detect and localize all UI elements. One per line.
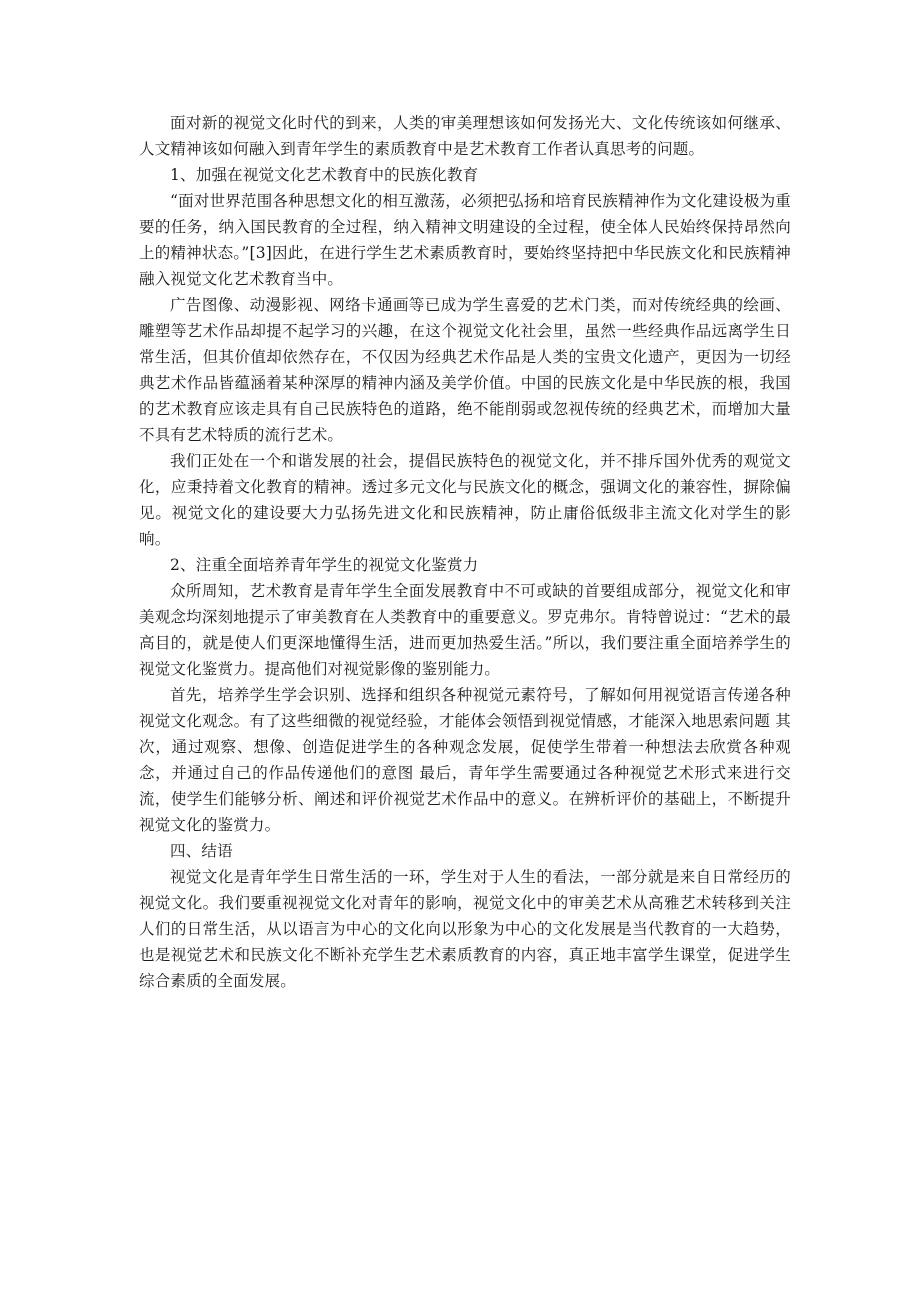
document-body <box>139 110 791 994</box>
paragraph-harmony: 我们正处在一个和谐发展的社会，提倡民族特色的视觉文化，并不排斥国外优秀的观觉文化，应秉持着文化教育的精神。透过多元文化与民族文化的概念，强调文化的兼容性，摒除偏见。视觉文化的建设要大力弘扬先进文化和民族精神，防止庸俗低级非主流文化对学生的影响。 <box>139 452 791 548</box>
paragraph-intro: 面对新的视觉文化时代的到来，人类的审美理想该如何发扬光大、文化传统该如何继承、人文精神该如何融入到青年学生的素质教育中是艺术教育工作者认真思考的问题。 <box>139 114 791 158</box>
section-heading-conclusion: 四、结语 <box>170 842 233 860</box>
section-heading-2: 2、注重全面培养青年学生的视觉文化鉴赏力 <box>170 556 479 574</box>
paragraph-classic-art: 广告图像、动漫影视、网络卡通画等已成为学生喜爱的艺术门类，而对传统经典的绘画、雕塑等艺术作品却提不起学习的兴趣，在这个视觉文化社会里，虽然一些经典作品远离学生日常生活，但其价值却依然存在，不仅因为经典艺术作品是人类的宝贵文化遗产，更因为一切经典艺术作品皆蕴涵着某种深厚的精神内涵及美学价值。中国的民族文化是中华民族的根，我国的艺术教育应该走具有自己民族特色的道路，绝不能削弱或忽视传统的经典艺术，而增加大量不具有艺术特质的流行艺术。 <box>139 296 791 444</box>
paragraph-visual-elements: 首先，培养学生学会识别、选择和组织各种视觉元素符号，了解如何用视觉语言传递各种视觉文化观念。有了这些细微的视觉经验，才能体会领悟到视觉情感，才能深入地思索问题 其次，通过观察、想像、创造促进学生的各种观念发展，促使学生带着一种想法去欣赏各种观念，并通过自己的作品传递他们的意图 最后，青年学生需要通过各种视觉艺术形式来进行交流，使学生们能够分析、阐述和评价视觉艺术作品中的意义。在辨析评价的基础上，不断提升视觉文化的鉴赏力。 <box>139 686 791 834</box>
paragraph-conclusion: 视觉文化是青年学生日常生活的一环，学生对于人生的看法，一部分就是来自日常经历的视觉文化。我们要重视视觉文化对青年的影响，视觉文化中的审美艺术从高雅艺术转移到关注人们的日常生活，从以语言为中心的文化向以形象为中心的文化发展是当代教育的一大趋势，也是视觉艺术和民族文化不断补充学生艺术素质教育的内容，真正地丰富学生课堂，促进学生综合素质的全面发展。 <box>139 868 791 990</box>
paragraph-quote: “面对世界范围各种思想文化的相互激荡，必须把弘扬和培育民族精神作为文化建设极为重要的任务，纳入国民教育的全过程，纳入精神文明建设的全过程，使全体人民始终保持昂然向上的精神状态。”[3]因此，在进行学生艺术素质教育时，要始终坚持把中华民族文化和民族精神融入视觉文化艺术教育当中。 <box>139 192 791 288</box>
section-heading-1: 1、加强在视觉文化艺术教育中的民族化教育 <box>170 166 479 184</box>
paragraph-art-education: 众所周知，艺术教育是青年学生全面发展教育中不可或缺的首要组成部分，视觉文化和审美观念均深刻地提示了审美教育在人类教育中的重要意义。罗克弗尔。肯特曾说过：“艺术的最高目的，就是使人们更深地懂得生活，进而更加热爱生活。”所以，我们要注重全面培养学生的视觉文化鉴赏力。提高他们对视觉影像的鉴别能力。 <box>139 582 791 678</box>
